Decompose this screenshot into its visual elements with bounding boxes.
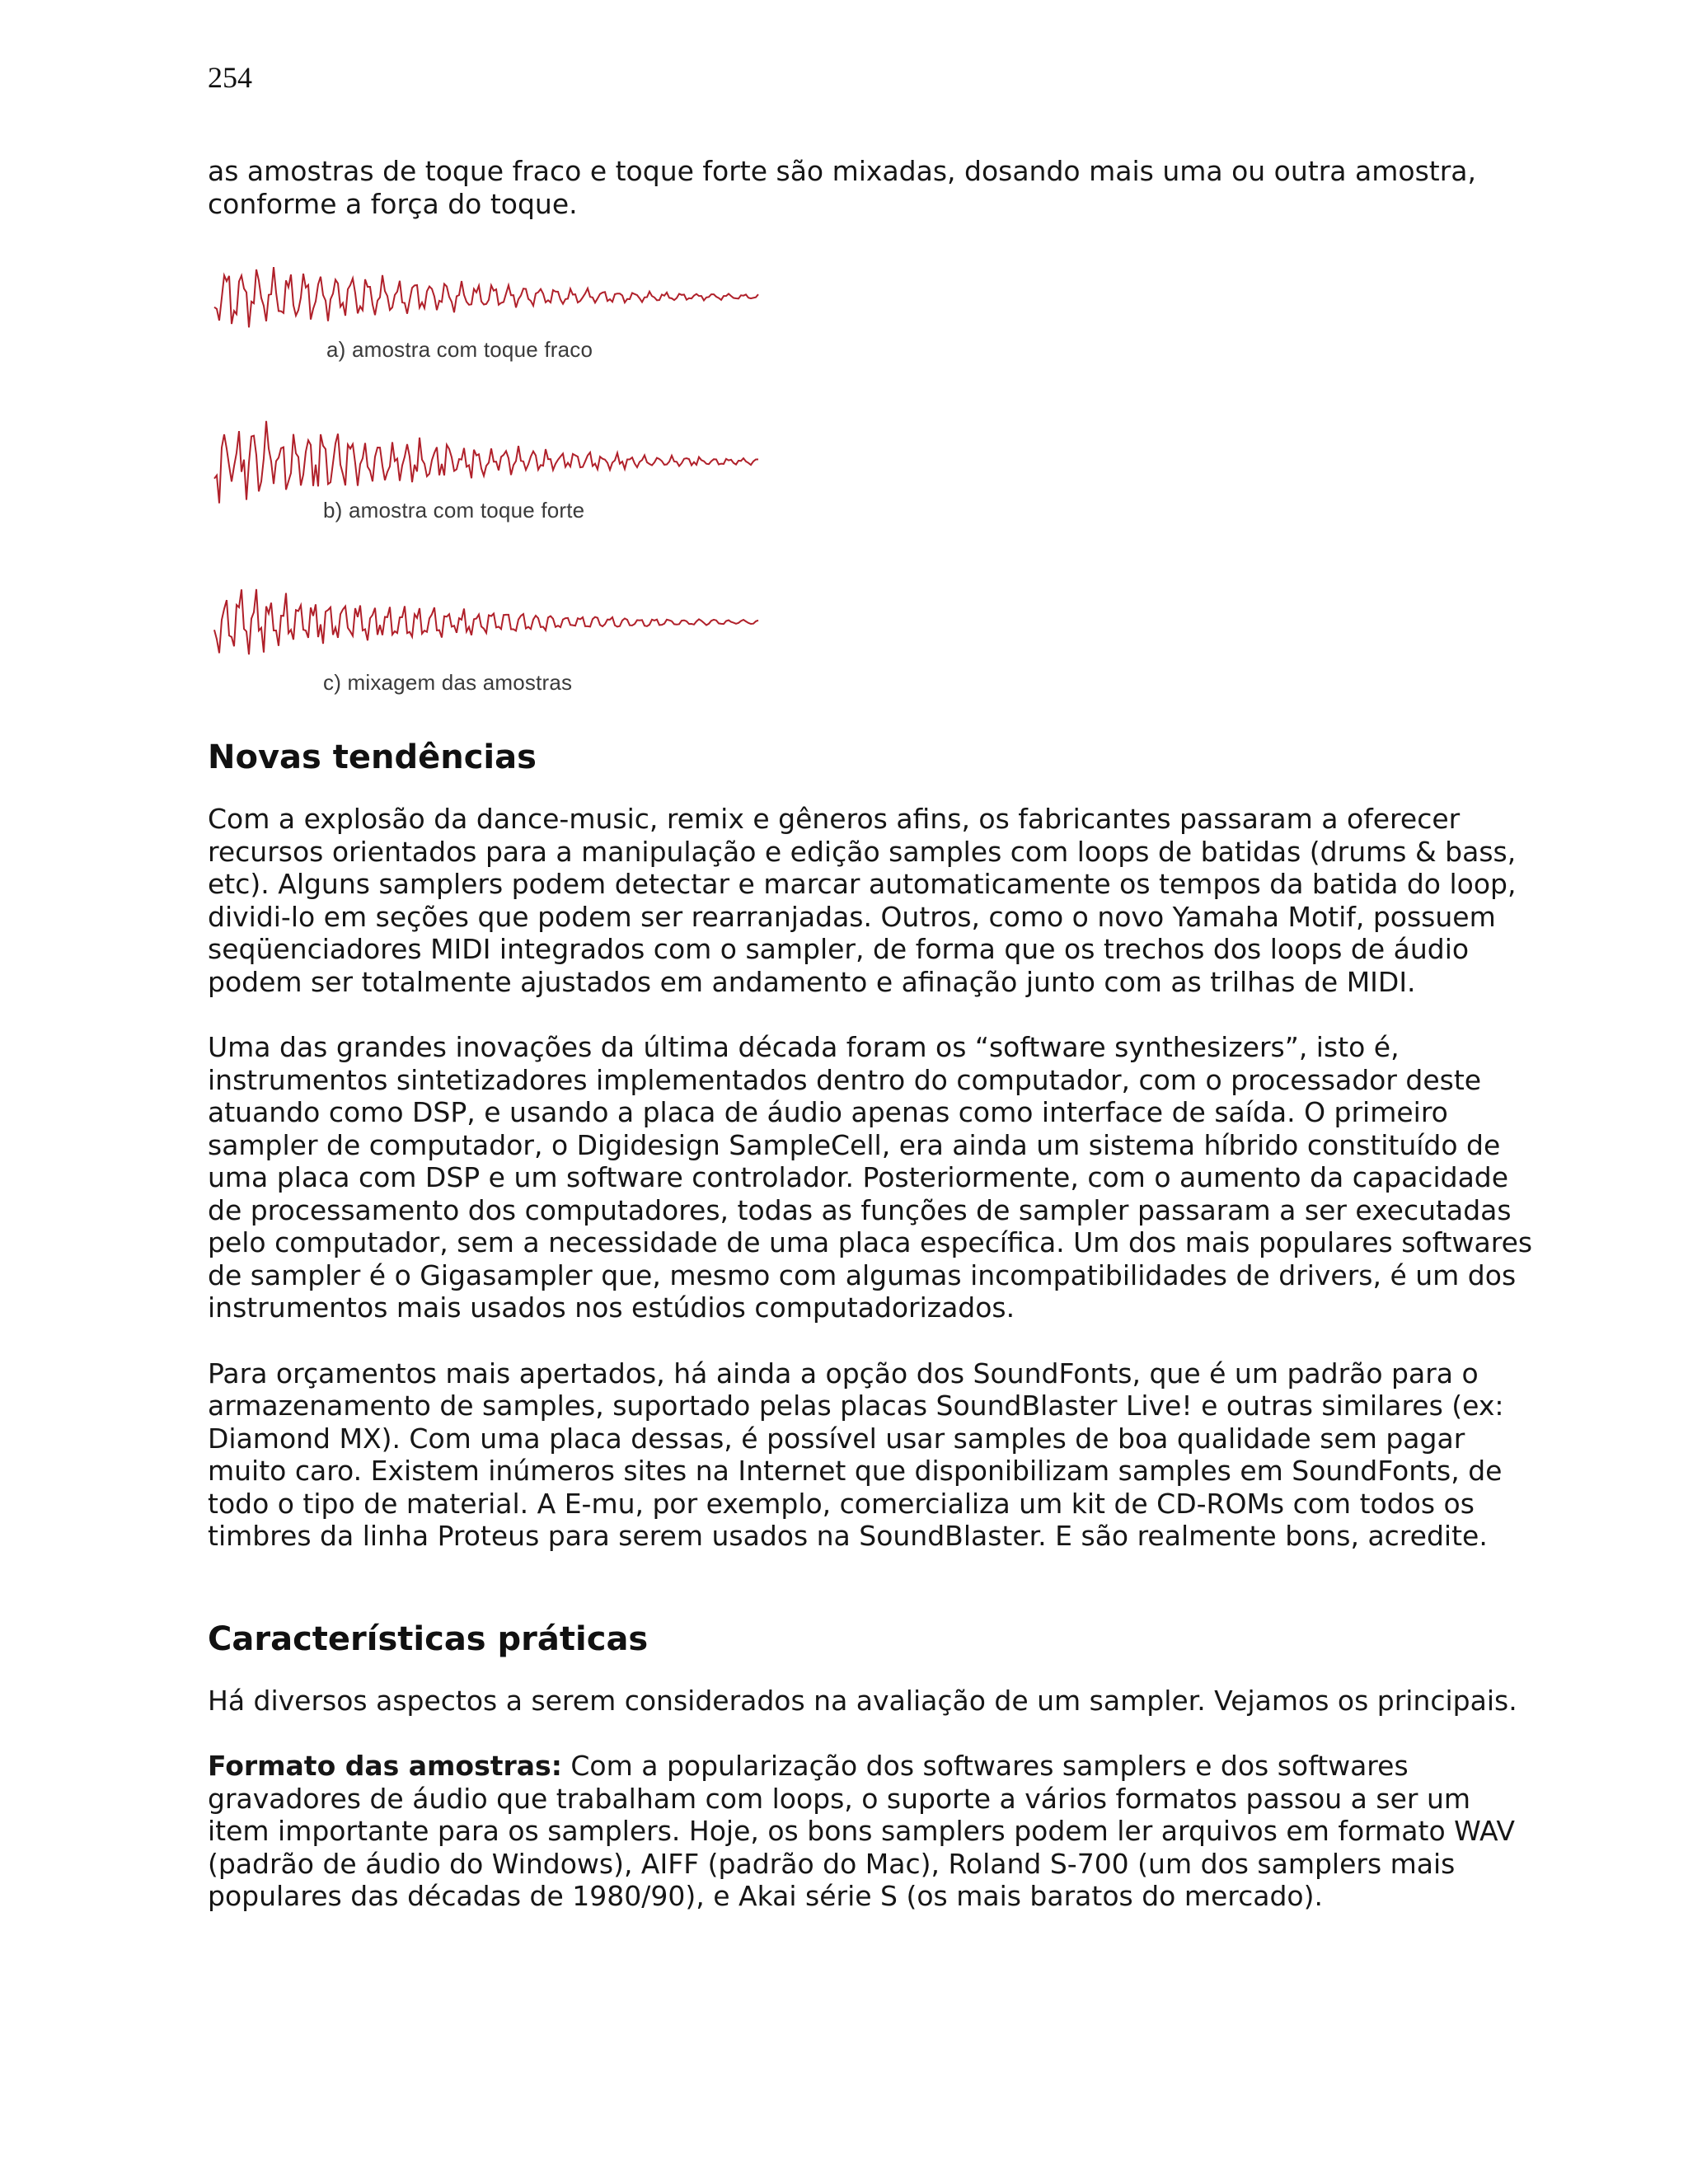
paragraph-software-synthesizers: Uma das grandes inovações da última década foram os “software synthesizers”, isto é, instrumentos sintetizadores implementados dentro do computador, com o processador deste atuando como DSP, e usando a placa de áudio apenas como interface de saída. O primeiro sampler de computador, o Digidesign SampleCell, era ainda um sistema híbrido constituído de uma placa com DSP e um software controlador. Posteriormente, com o aumento da capacidade de processamento dos computadores, todas as funções de sampler passaram a ser executadas pelo computador, sem a necessidade de uma placa específica. Um dos mais populares softwares de sampler é o Gigasampler que, mesmo com algumas incompatibilidades de drivers, é um dos instrumentos mais usados nos estúdios computadorizados. [208, 1031, 1533, 1324]
paragraph-formato-amostras [208, 1750, 1535, 1913]
paragraph-dance-music: Com a explosão da dance-music, remix e gêneros afins, os fabricantes passaram a oferecer recursos orientados para a manipulação e edição samples com loops de batidas (drums & bass, etc). Alguns samplers podem detectar e marcar automaticamente os tempos da batida do loop, dividi-lo em seções que podem ser rearranjadas. Outros, como o novo Yamaha Motif, possuem seqüenciadores MIDI integrados com o sampler, de forma que os trechos dos loops de áudio podem ser totalmente ajustados em andamento e afinação junto com as trilhas de MIDI. [208, 803, 1517, 998]
caption-strong-touch: b) amostra com toque forte [323, 498, 585, 523]
intro-paragraph: as amostras de toque fraco e toque forte são mixadas, dosando mais uma ou outra amostra, conforme a força do toque. [208, 155, 1476, 220]
page-content [208, 155, 1535, 1946]
caption-weak-touch: a) amostra com toque fraco [326, 337, 593, 362]
paragraph-soundfonts: Para orçamentos mais apertados, há ainda a opção dos SoundFonts, que é um padrão para o armazenamento de samples, suportado pelas placas SoundBlaster Live! e outras similares (ex: Diamond MX). Com uma placa dessas, é possível usar samples de boa qualidade sem pagar muito caro. Existem inúmeros sites na Internet que disponibilizam samples em SoundFonts, de todo o tipo de material. A E-mu, por exemplo, comercializa um kit de CD-ROMs com todos os timbres da linha Proteus para serem usados na SoundBlaster. E são realmente bons, acredite. [208, 1357, 1504, 1552]
heading-novas-tendencias: Novas tendências [208, 738, 537, 776]
caption-mix: c) mixagem das amostras [323, 670, 573, 695]
heading-caracteristicas-praticas: Características práticas [208, 1619, 649, 1658]
paragraph-aspectos: Há diversos aspectos a serem considerados na avaliação de um sampler. Vejamos os principais. [208, 1684, 1517, 1717]
waveform-figure [208, 260, 768, 725]
waveform-strong-touch [214, 416, 768, 507]
waveform-weak-touch [214, 260, 768, 334]
page-number: 254 [208, 61, 252, 94]
term-formato-amostras: Formato das amostras: [208, 1750, 562, 1782]
formato-amostras-text: Com a popularização dos softwares samplers e dos softwares gravadores de áudio que trabalham com loops, o suporte a vários formatos passou a ser um item importante para os samplers. Hoje, os bons samplers podem ler arquivos em formato WAV (padrão de áudio do Windows), AIFF (padrão do Mac), Roland S-700 (um dos samplers mais populares das décadas de 1980/90), e Akai série S (os mais baratos do mercado). [208, 1750, 1515, 1912]
waveform-mix [214, 585, 768, 659]
